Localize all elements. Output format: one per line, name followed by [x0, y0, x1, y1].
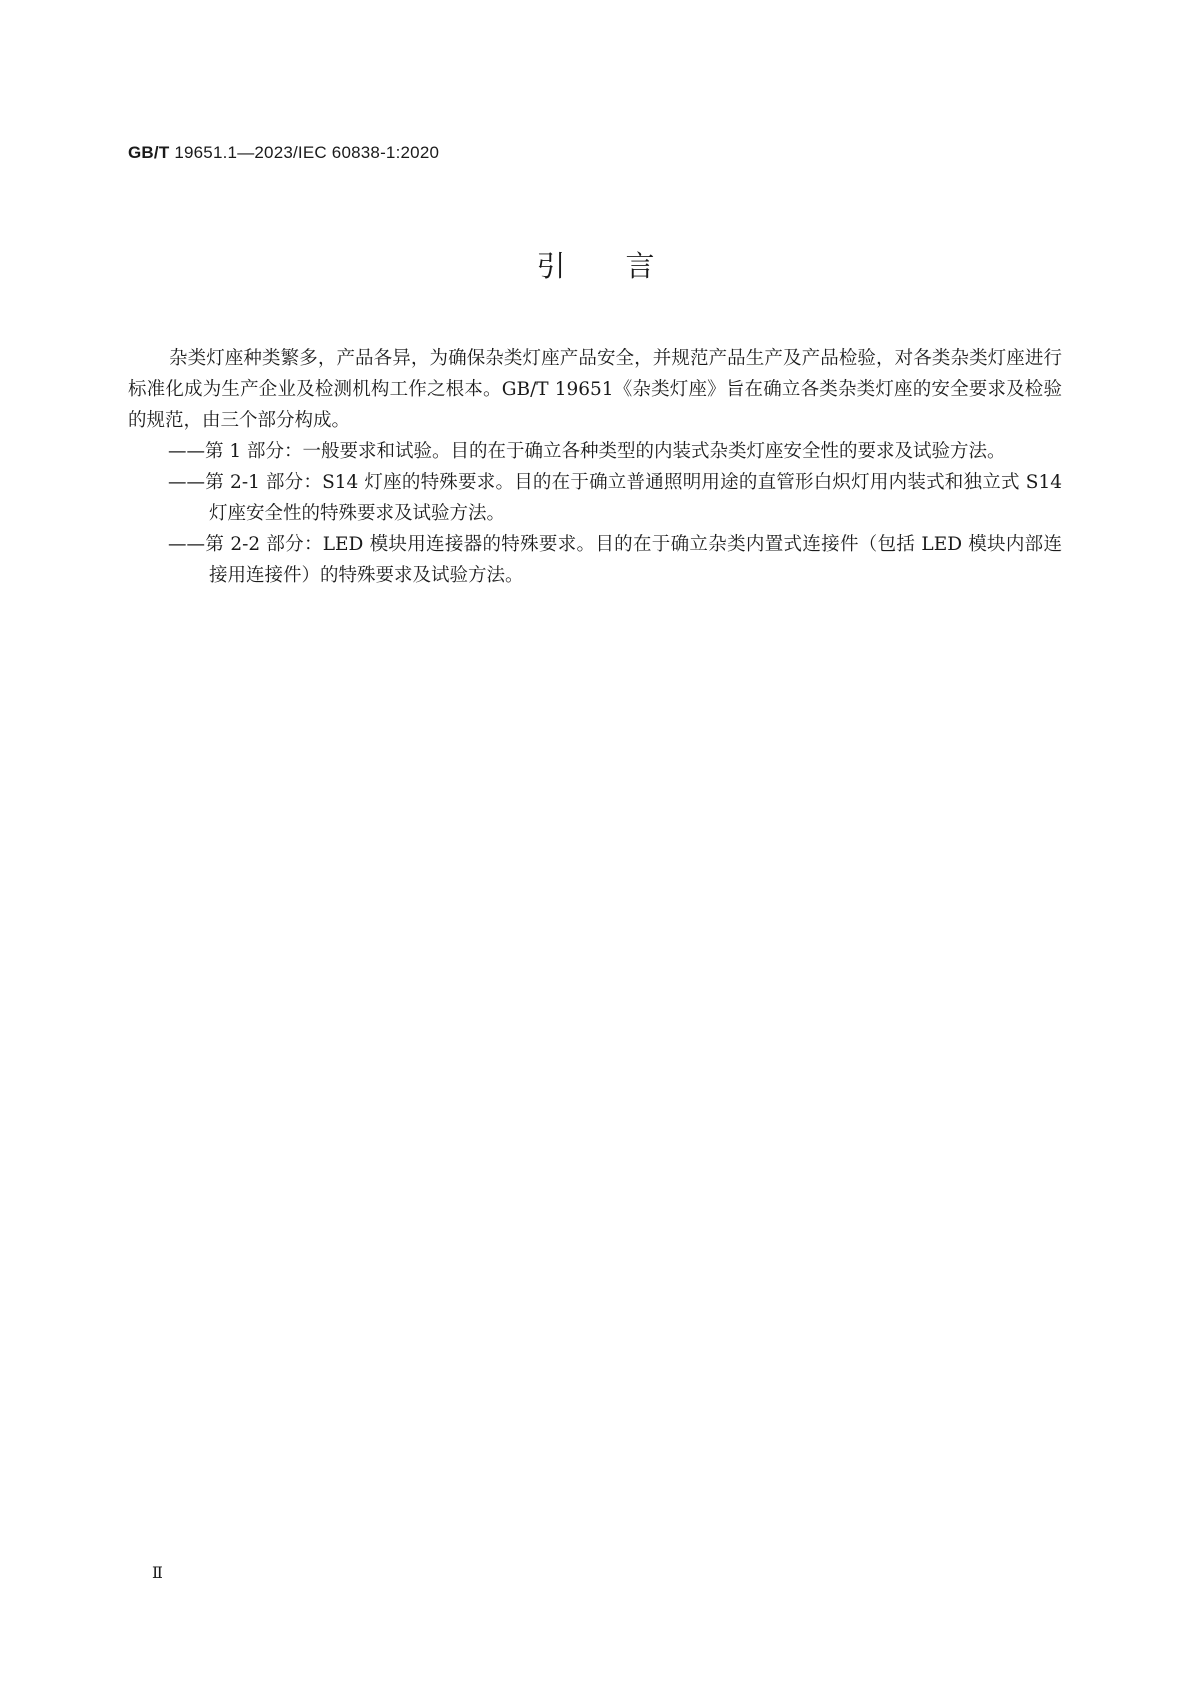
- part-1-item: ——第 1 部分：一般要求和试验。目的在于确立各种类型的内装式杂类灯座安全性的要求及试验方法。: [168, 441, 1006, 462]
- section-title: 引言: [536, 249, 715, 283]
- page-number: Ⅱ: [152, 1563, 163, 1582]
- part-2-2-item: ——第 2-2 部分：LED 模块用连接器的特殊要求。目的在于确立杂类内置式连接件（包括 LED 模块内部连接用连接件）的特殊要求及试验方法。: [168, 534, 1062, 586]
- introduction-body: [128, 343, 1062, 591]
- standard-code-number: 19651.1—2023/IEC 60838-1:2020: [169, 143, 440, 162]
- intro-paragraph: 杂类灯座种类繁多，产品各异，为确保杂类灯座产品安全，并规范产品生产及产品检验，对各类杂类灯座进行标准化成为生产企业及检测机构工作之根本。GB/T 19651《杂类灯座》旨在确立各类杂类灯座的安全要求及检验的规范，由三个部分构成。: [128, 348, 1062, 431]
- standard-code-prefix: GB/T: [128, 143, 170, 162]
- standard-code-header: [128, 143, 439, 163]
- part-2-1-item: ——第 2-1 部分：S14 灯座的特殊要求。目的在于确立普通照明用途的直管形白炽灯用内装式和独立式 S14 灯座安全性的特殊要求及试验方法。: [168, 472, 1062, 524]
